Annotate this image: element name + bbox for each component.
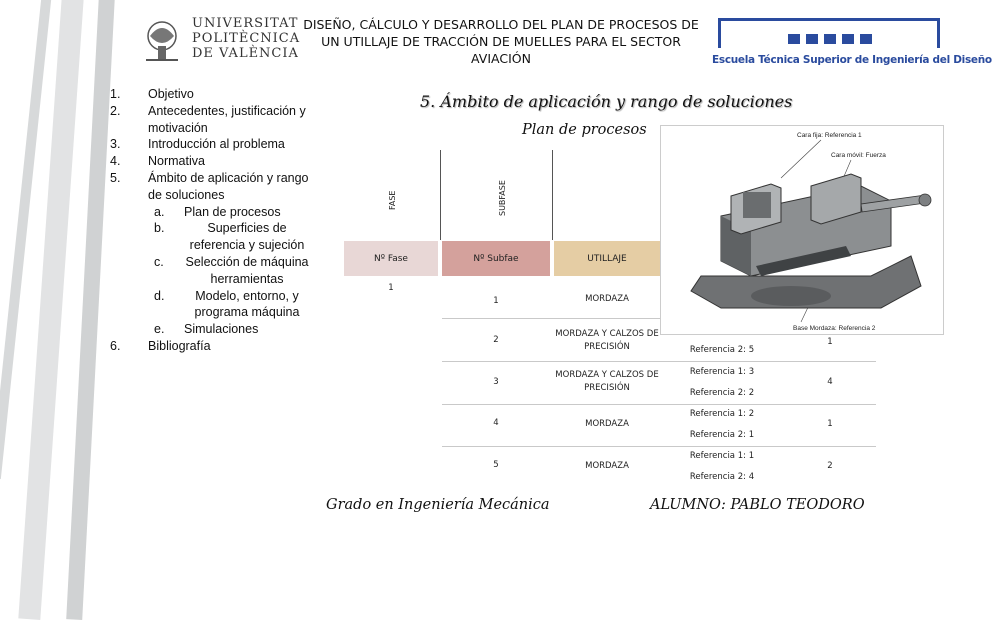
agenda-list [110,86,310,355]
title-line: DISEÑO, CÁLCULO Y DESARROLLO DEL PLAN DE PROCESOS DE [303,17,699,32]
reference-cell: Referencia 2: 2 [689,388,755,398]
title-line: AVIACIÓN [471,51,531,66]
agenda-text: Objetivo [148,87,194,101]
logo-block [806,34,818,44]
fase-value: 1 [388,283,394,293]
subfase-cell: 3 [493,377,499,387]
reference-cell: Referencia 2: 5 [689,345,755,355]
title-line: UN UTILLAJE DE TRACCIÓN DE MUELLES PARA EL SECTOR [321,34,681,49]
logo-block [824,34,836,44]
school-logo [712,12,992,72]
vice-illustration [661,126,945,336]
agenda-letter: a. [154,204,165,219]
footer-author: ALUMNO: PABLO TEODORO [650,497,865,513]
agenda-text: Introducción al problema [148,137,285,152]
agenda-subitem [110,254,310,288]
value-cell: 2 [827,461,833,471]
rotated-header-fase: FASE [388,190,397,210]
row-divider [442,404,876,405]
logo-frame [937,18,940,48]
value-cell: 1 [827,419,833,429]
reference-cell: Referencia 1: 3 [689,367,755,377]
subfase-cell: 2 [493,335,499,345]
university-name-line: UNIVERSITAT [192,16,299,31]
agenda-number: 6. [110,338,121,353]
agenda-text: Antecedentes, justificación y motivación [148,103,306,135]
agenda-letter: c. [154,254,164,269]
header-utillaje: UTILLAJE [554,241,660,276]
row-divider [442,446,876,447]
university-name-line: DE VALÈNCIA [192,46,299,61]
logo-frame [718,18,721,48]
logo-block [788,34,800,44]
column-divider [440,150,441,240]
value-cell: 1 [827,337,833,347]
agenda-letter: d. [154,288,165,303]
reference-cell: Referencia 2: 4 [689,472,755,482]
school-name: Escuela Técnica Superior de Ingeniería del Diseño [712,54,992,66]
document-title [296,16,706,67]
subfase-cell: 4 [493,418,499,428]
agenda-item [110,136,310,153]
agenda-text: Bibliografía [148,338,211,353]
agenda-subitem [110,321,310,338]
rotated-header-subfase: SUBFASE [498,180,507,216]
agenda-subitem [110,220,310,254]
reference-cell: Referencia 2: 1 [689,430,755,440]
subfase-cell: 5 [493,460,499,470]
utillaje-cell: MORDAZA Y CALZOS DE PRECISIÓN [555,329,659,352]
logo-frame [718,18,940,21]
section-title: 5. Ámbito de aplicación y rango de soluciones [420,92,793,111]
agenda-number: 1. [110,87,121,101]
agenda-number: 3. [110,137,121,152]
reference-cell: Referencia 1: 2 [689,409,755,419]
agenda-letter: e. [154,322,165,337]
agenda-item [110,86,310,103]
agenda-text: Ámbito de aplicación y rango de soluciones [148,170,309,202]
university-logo [140,14,301,70]
agenda-item [110,103,310,137]
header-subfase: Nº Subfae [442,241,550,276]
agenda-subitem [110,288,310,322]
agenda-text: Normativa [148,154,205,169]
utillaje-cell: MORDAZA [585,461,629,471]
utillaje-cell: MORDAZA [585,419,629,429]
header-fase: Nº Fase [344,241,438,276]
agenda-subtext: Plan de procesos [184,204,281,219]
value-cell: 4 [827,377,833,387]
vice-photo [660,125,944,335]
university-seal-icon [140,16,184,64]
agenda-item [110,170,310,204]
university-name [192,16,300,61]
utillaje-cell: MORDAZA [585,294,629,304]
footer-degree: Grado en Ingeniería Mecánica [326,497,550,513]
agenda-subtext: Superficies de referencia y sujeción [189,221,305,253]
logo-block [842,34,854,44]
agenda-subtext: Selección de máquina herramientas [185,254,309,286]
university-name-line: POLITÈCNICA [192,31,301,46]
logo-block [860,34,872,44]
photo-label-bottom: Base Mordaza: Referencia 2 [793,325,876,332]
agenda-number: 2. [110,103,121,118]
column-divider [552,150,553,240]
subfase-cell: 1 [493,296,499,306]
section-subtitle: Plan de procesos [522,122,647,138]
reference-cell: Referencia 1: 1 [689,451,755,461]
agenda-number: 4. [110,154,121,169]
photo-label-top: Cara fija: Referencia 1 [797,132,862,139]
agenda-item [110,338,310,355]
agenda-number: 5. [110,170,121,185]
agenda-item [110,153,310,170]
utillaje-cell: MORDAZA Y CALZOS DE PRECISIÓN [555,370,659,393]
agenda-subtext: Modelo, entorno, y programa máquina [194,288,300,320]
agenda-subtext: Simulaciones [184,322,259,337]
photo-label-middle: Cara móvil: Fuerza [831,152,886,159]
row-divider [442,361,876,362]
agenda-letter: b. [154,221,165,236]
agenda-subitem [110,204,310,221]
